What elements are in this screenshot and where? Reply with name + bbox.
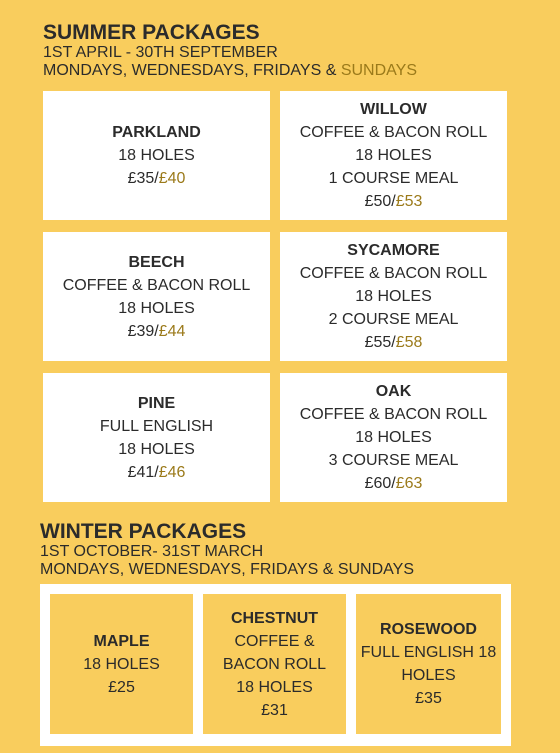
package-card-maple <box>50 594 193 734</box>
package-line: FULL ENGLISH 18 <box>360 644 497 661</box>
package-line: COFFEE & <box>234 632 315 650</box>
winter-title: WINTER PACKAGES <box>40 520 247 543</box>
package-card-beech <box>43 232 270 361</box>
package-line: 2 COURSE MEAL <box>328 311 459 328</box>
package-price <box>128 320 186 343</box>
price-main: £41/ <box>127 463 159 481</box>
package-name: ROSEWOOD <box>380 621 477 638</box>
package-price <box>128 167 186 190</box>
winter-header <box>40 521 560 579</box>
summer-dates: 1ST APRIL - 30TH SEPTEMBER <box>43 44 278 61</box>
package-name: OAK <box>375 383 412 400</box>
summer-days-main: MONDAYS, WEDNESDAYS, FRIDAYS & <box>43 62 341 79</box>
package-line: 18 HOLES <box>83 655 160 673</box>
package-card-sycamore <box>280 232 507 361</box>
winter-packages-frame <box>40 584 511 746</box>
package-price <box>128 461 186 484</box>
price-alt: £58 <box>395 334 423 351</box>
summer-days <box>43 62 560 80</box>
package-line: FULL ENGLISH <box>99 417 214 435</box>
package-name: WILLOW <box>360 101 427 118</box>
package-line: HOLES <box>401 667 456 684</box>
price-alt: £40 <box>158 170 186 187</box>
package-line: £25 <box>108 678 135 696</box>
package-line: COFFEE & BACON ROLL <box>299 124 488 141</box>
price-main: £60/ <box>364 475 396 492</box>
winter-dates: 1ST OCTOBER- 31ST MARCH <box>40 543 264 560</box>
package-name: BEECH <box>128 253 185 271</box>
package-card-oak <box>280 373 507 502</box>
summer-days-highlight: SUNDAYS <box>340 62 417 79</box>
package-line: 18 HOLES <box>236 678 313 696</box>
package-line: COFFEE & BACON ROLL <box>62 276 251 294</box>
price-main: £50/ <box>364 193 396 210</box>
package-price <box>365 472 423 495</box>
package-name: PARKLAND <box>112 124 201 141</box>
winter-days: MONDAYS, WEDNESDAYS, FRIDAYS & SUNDAYS <box>40 561 414 578</box>
summer-title: SUMMER PACKAGES <box>43 21 260 44</box>
package-line: 18 HOLES <box>118 440 195 458</box>
price-alt: £46 <box>158 463 186 481</box>
package-price <box>365 190 423 213</box>
package-line: £35 <box>415 690 442 707</box>
package-card-chestnut <box>203 594 346 734</box>
package-line: 3 COURSE MEAL <box>328 452 459 469</box>
package-line: £31 <box>261 701 288 719</box>
package-line: 18 HOLES <box>355 147 432 164</box>
price-alt: £44 <box>158 322 186 340</box>
price-main: £35/ <box>127 170 159 187</box>
package-name: SYCAMORE <box>347 242 440 259</box>
package-line: 18 HOLES <box>118 147 195 164</box>
package-line: COFFEE & BACON ROLL <box>299 265 488 282</box>
package-name: MAPLE <box>93 632 150 650</box>
price-main: £39/ <box>127 322 159 340</box>
package-line: COFFEE & BACON ROLL <box>299 406 488 423</box>
package-card-pine <box>43 373 270 502</box>
package-card-parkland <box>43 91 270 220</box>
price-alt: £53 <box>395 193 423 210</box>
package-line: BACON ROLL <box>222 655 327 673</box>
package-line: 1 COURSE MEAL <box>328 170 459 187</box>
package-price <box>365 331 423 354</box>
package-line: 18 HOLES <box>118 299 195 317</box>
package-card-willow <box>280 91 507 220</box>
package-line: 18 HOLES <box>355 288 432 305</box>
summer-header <box>43 22 560 80</box>
package-name: CHESTNUT <box>230 609 319 627</box>
price-alt: £63 <box>395 475 423 492</box>
package-name: PINE <box>137 394 176 412</box>
package-card-rosewood <box>356 594 501 734</box>
price-main: £55/ <box>364 334 396 351</box>
package-line: 18 HOLES <box>355 429 432 446</box>
